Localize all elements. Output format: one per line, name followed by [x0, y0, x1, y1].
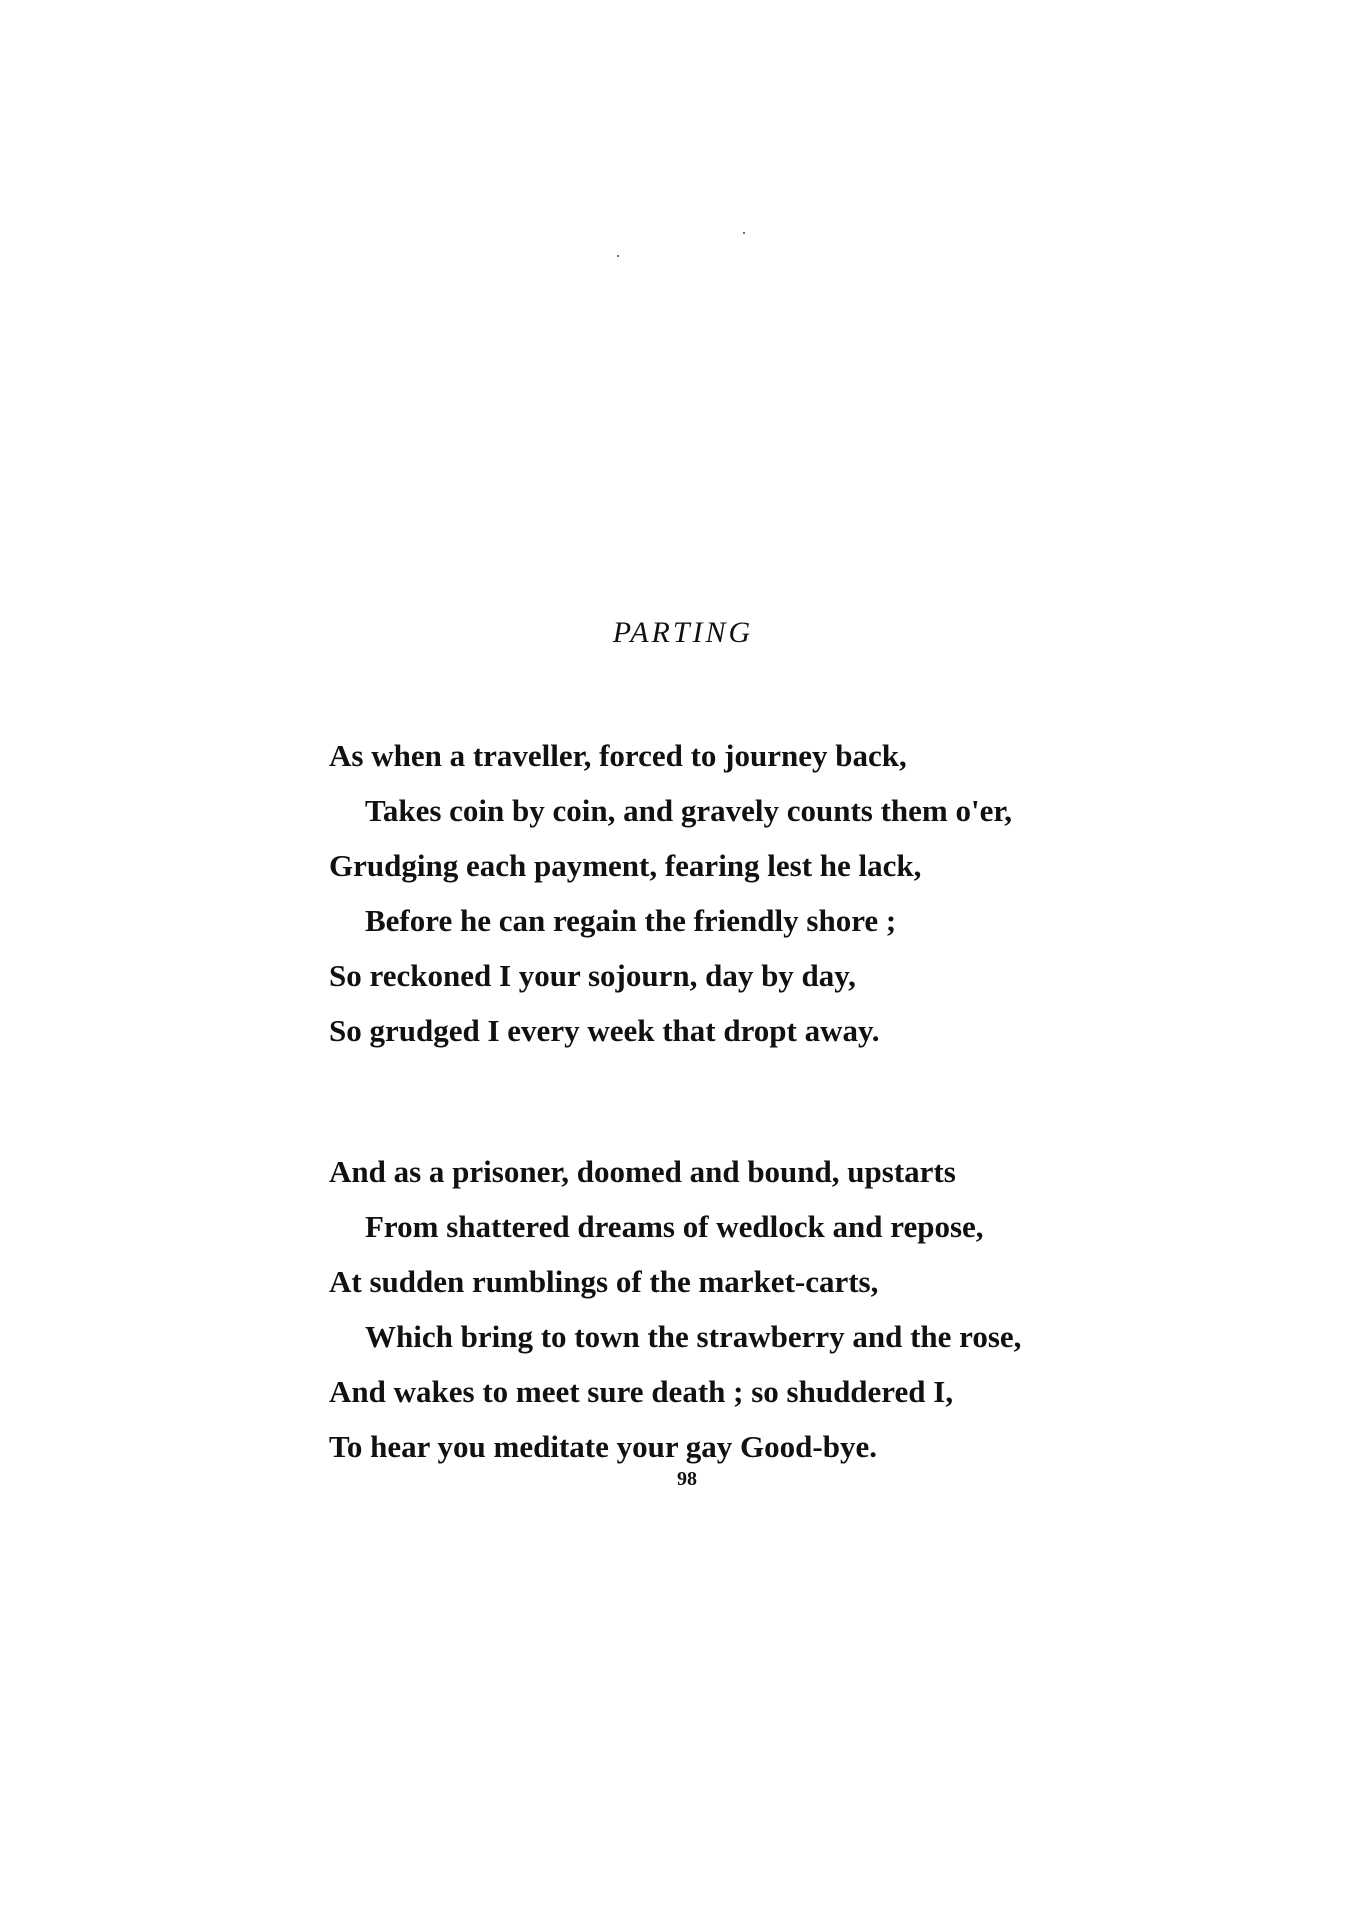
- poem-line: Takes coin by coin, and gravely counts them o'er,: [365, 793, 1013, 828]
- page-number: 98: [677, 1468, 697, 1490]
- poem-line: Before he can regain the friendly shore ;: [365, 903, 897, 938]
- ink-speck: [617, 255, 619, 257]
- poem-line: Grudging each payment, fearing lest he lack,: [329, 848, 922, 883]
- stanza-1: [329, 728, 1089, 1058]
- poem-line: So grudged I every week that dropt away.: [329, 1013, 880, 1048]
- poem-line: To hear you meditate your gay Good-bye.: [329, 1429, 877, 1464]
- poem-line: So reckoned I your sojourn, day by day,: [329, 958, 856, 993]
- stanza-2: [329, 1144, 1089, 1474]
- ink-speck: [743, 232, 745, 234]
- poem-line: And wakes to meet sure death ; so shuddered I,: [329, 1374, 954, 1409]
- poem-line: At sudden rumblings of the market-carts,: [329, 1264, 879, 1299]
- poem-title: PARTING: [612, 616, 754, 649]
- poem-line: As when a traveller, forced to journey back,: [329, 738, 907, 773]
- poem-line: And as a prisoner, doomed and bound, upstarts: [329, 1154, 956, 1189]
- poem-line: From shattered dreams of wedlock and repose,: [365, 1209, 984, 1244]
- poem-line: Which bring to town the strawberry and the rose,: [365, 1319, 1022, 1354]
